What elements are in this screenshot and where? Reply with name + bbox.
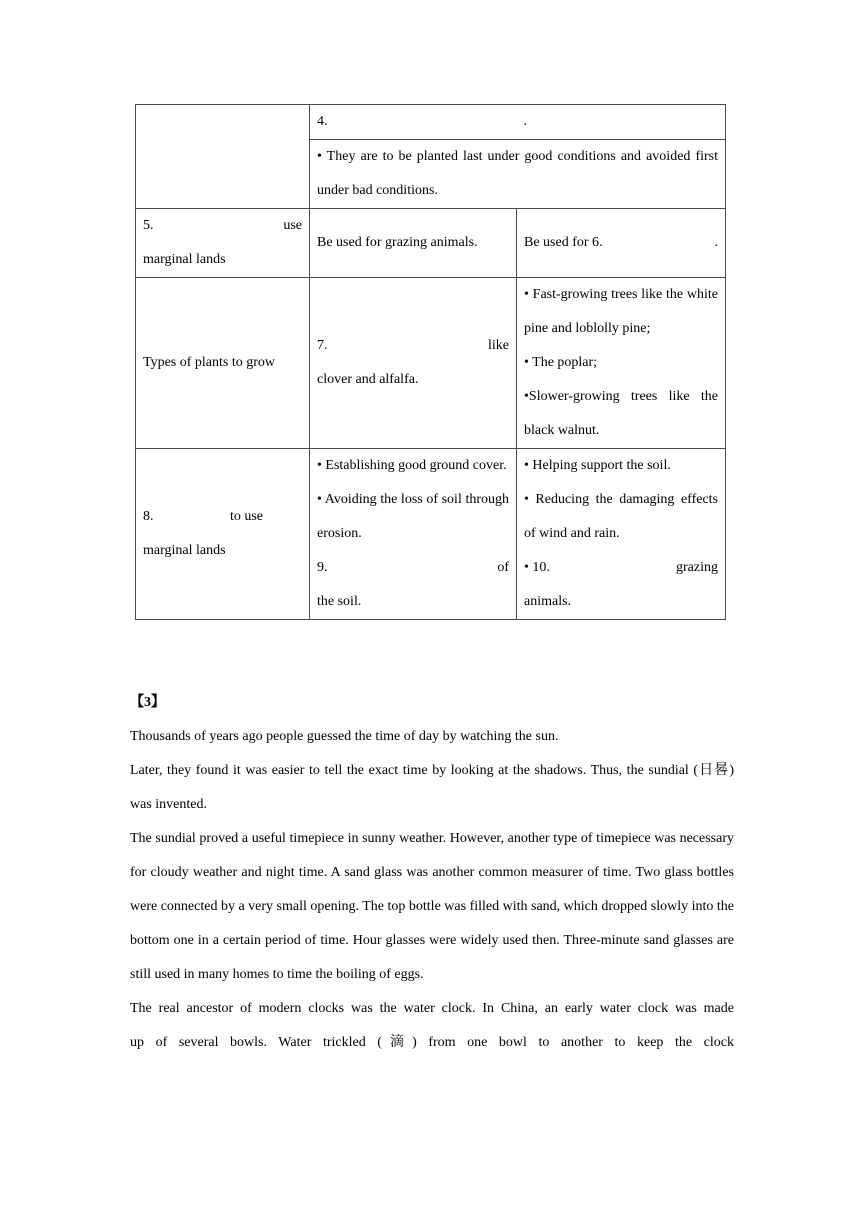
blank-8-mid: to use: [229, 509, 263, 524]
paragraph: Thousands of years ago people guessed the time of day by watching the sun.: [130, 729, 559, 744]
table-cell: • They are to be planted last under good conditions and avoided first under bad conditions.: [310, 140, 726, 209]
blank-5-label: 5.: [143, 218, 154, 233]
table-cell: [310, 278, 517, 449]
paragraph: The real ancestor of modern clocks was the water clock. In China, an early water clock was made: [130, 1001, 734, 1016]
blank-9-end: of: [497, 560, 509, 575]
paragraph: Later, they found it was easier to tell the exact time by looking at the shadows. Thus, the sundial (日晷) was invented.: [130, 763, 734, 812]
list-item: • Helping support the soil.: [524, 458, 671, 473]
table-cell: [310, 449, 517, 620]
list-item: • Avoiding the loss of soil through erosion.: [317, 492, 509, 541]
table-row: [136, 278, 726, 449]
cell-text: clover and alfalfa.: [317, 372, 419, 387]
paragraph: up of several bowls. Water trickled (滴) from one bowl to another to keep the clock: [130, 1035, 734, 1050]
cell-text: marginal lands: [143, 252, 226, 267]
blank-8-label: 8.: [143, 509, 154, 524]
table-cell: [310, 105, 726, 140]
table-cell: [136, 209, 310, 278]
table-cell: Be used for grazing animals.: [310, 209, 517, 278]
cell-text: the soil.: [317, 594, 362, 609]
table-cell: [517, 449, 726, 620]
cell-text: animals.: [524, 594, 572, 609]
blank-5-end: use: [283, 218, 302, 233]
passage-section: [130, 686, 734, 1060]
list-item: • Establishing good ground cover.: [317, 458, 507, 473]
list-item: • Reducing the damaging effects of wind and rain.: [524, 492, 718, 541]
blank-9-label: 9.: [317, 560, 328, 575]
blank-6-label: Be used for 6.: [524, 235, 603, 250]
blank-4-end: .: [523, 114, 527, 129]
table-cell: [517, 278, 726, 449]
table-row: [136, 449, 726, 620]
table-row: [136, 209, 726, 278]
paragraph: The sundial proved a useful timepiece in sunny weather. However, another type of timepiece was necessary for cloudy weather and night time. A sand glass was another common measurer of time. Two glass bottles were connected by a very small opening. The top bottle was filled with sand, which dropped slowly into the bottom one in a certain period of time. Hour glasses were widely used then. Three-minute sand glasses are still used in many homes to time the boiling of eggs.: [130, 831, 734, 982]
blank-7-label: 7.: [317, 338, 328, 353]
list-item: • The poplar;: [524, 355, 598, 370]
table-cell: [517, 209, 726, 278]
table-row: [136, 105, 726, 140]
cell-text: marginal lands: [143, 543, 226, 558]
blank-6-end: .: [714, 235, 718, 250]
blank-7-end: like: [488, 338, 509, 353]
list-item: • Fast-growing trees like the white pine and loblolly pine;: [524, 287, 718, 336]
blank-10-label: • 10.: [524, 560, 550, 575]
blank-10-end: grazing: [676, 560, 718, 575]
list-item: •Slower-growing trees like the black walnut.: [524, 389, 718, 438]
table-cell-empty: [136, 105, 310, 209]
blank-4-label: 4.: [317, 114, 328, 129]
table-cell: [136, 449, 310, 620]
section-heading: 【3】: [130, 695, 165, 710]
summary-table: [135, 104, 726, 620]
table-cell: Types of plants to grow: [136, 278, 310, 449]
